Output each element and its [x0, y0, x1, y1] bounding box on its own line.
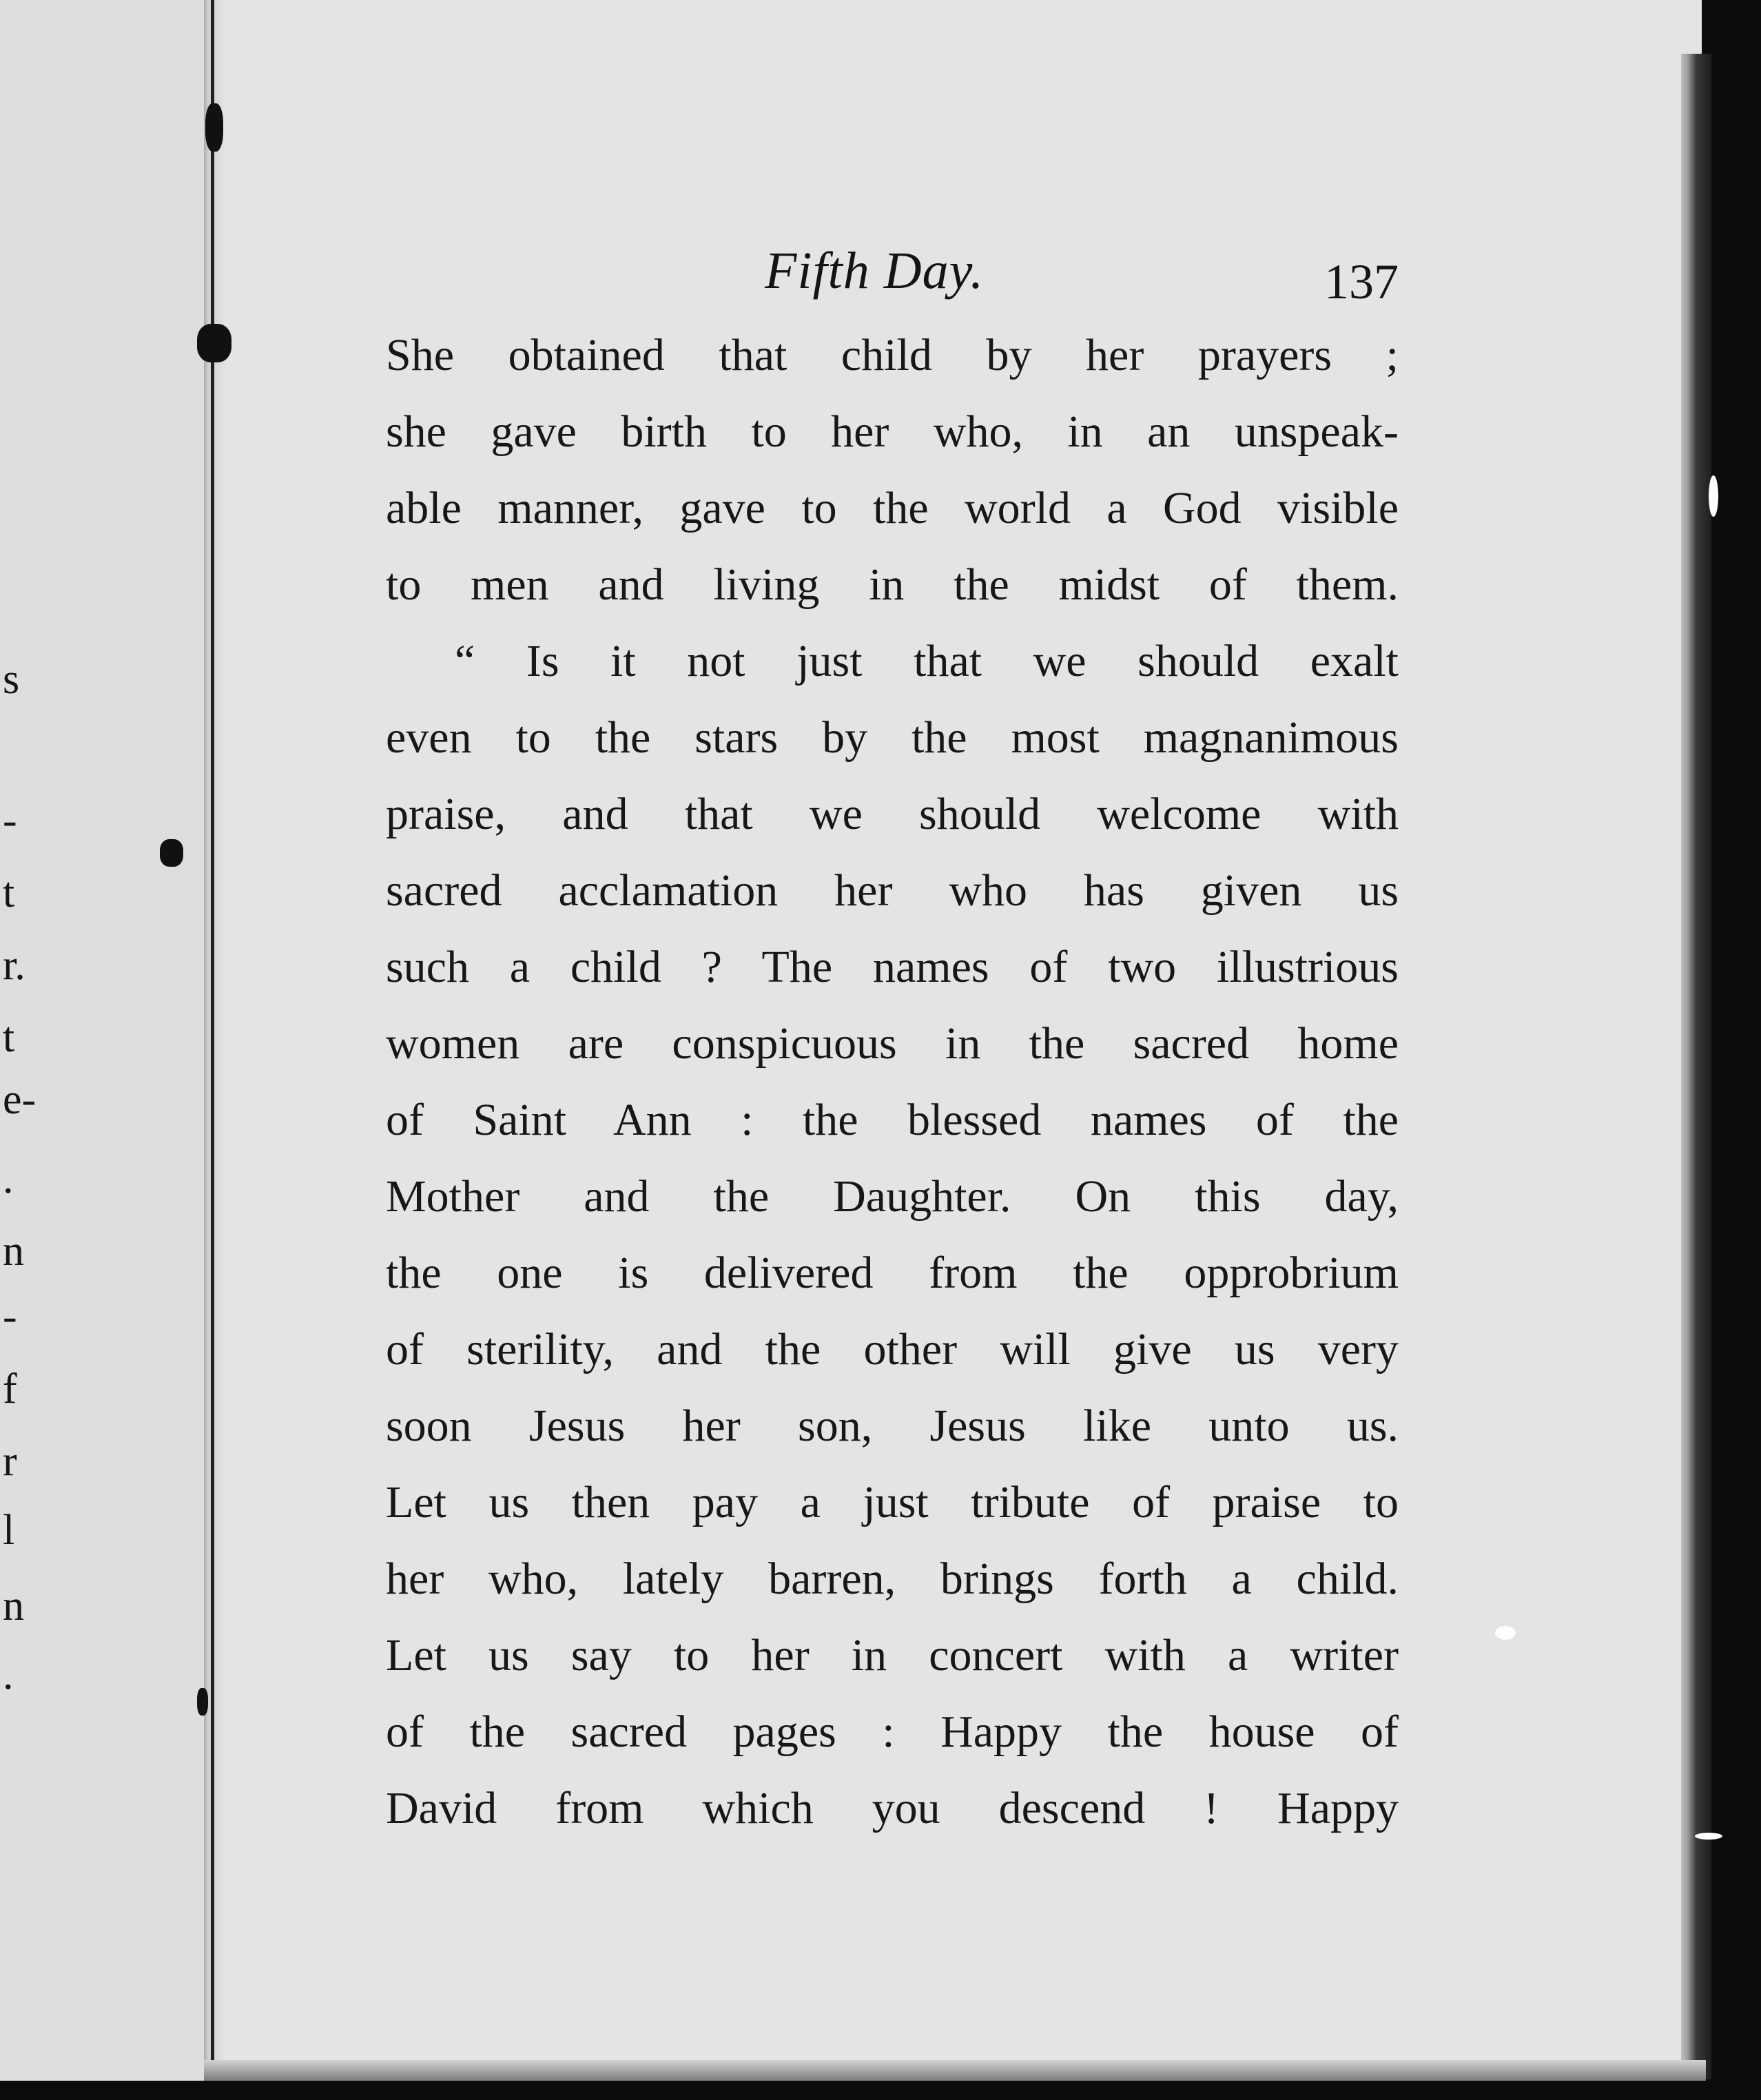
page-edge-right	[1681, 54, 1711, 2079]
facing-fragment: t	[3, 1014, 15, 1061]
text-line: sacred acclamation her who has given us	[386, 865, 1399, 916]
binding-line	[211, 0, 214, 2081]
page-edge-bottom	[204, 2060, 1706, 2081]
text-line: Let us then pay a just tribute of praise to	[386, 1477, 1399, 1527]
facing-fragment: s	[3, 656, 20, 703]
facing-page-text-fragments	[0, 0, 37, 2081]
text-line: “ Is it not just that we should exalt	[455, 636, 1399, 686]
facing-fragment: .	[3, 1155, 14, 1202]
facing-fragment: r.	[3, 942, 25, 989]
text-line: of the sacred pages : Happy the house of	[386, 1707, 1399, 1757]
text-line: soon Jesus her son, Jesus like unto us.	[386, 1401, 1399, 1451]
text-line: she gave birth to her who, in an unspeak-	[386, 406, 1399, 457]
text-line: of Saint Ann : the blessed names of the	[386, 1095, 1399, 1145]
chapter-heading: Fifth Day.	[765, 242, 985, 300]
text-line: even to the stars by the most magnanimous	[386, 712, 1399, 763]
facing-fragment: l	[3, 1507, 15, 1554]
text-line: her who, lately barren, brings forth a child.	[386, 1554, 1399, 1604]
facing-fragment: e-	[3, 1076, 37, 1123]
page-content	[386, 241, 1399, 1846]
facing-fragment: t	[3, 869, 15, 916]
facing-fragment: n	[3, 1228, 24, 1275]
facing-page	[0, 0, 204, 2081]
text-line: able manner, gave to the world a God visible	[386, 483, 1399, 533]
scan-speck	[1495, 1626, 1516, 1640]
text-line: women are conspicuous in the sacred home	[386, 1018, 1399, 1069]
binding-stitch-mark	[197, 324, 231, 362]
text-line: She obtained that child by her prayers ;	[386, 330, 1399, 380]
facing-fragment: -	[3, 1293, 17, 1340]
text-line: Let us say to her in concert with a writer	[386, 1630, 1399, 1680]
facing-fragment: .	[3, 1651, 14, 1698]
facing-fragment: n	[3, 1583, 24, 1629]
body-text	[386, 317, 1399, 1846]
binding-stitch-mark	[205, 103, 223, 152]
facing-fragment: f	[3, 1366, 17, 1412]
text-line: Mother and the Daughter. On this day,	[386, 1171, 1399, 1222]
text-line: praise, and that we should welcome with	[386, 789, 1399, 839]
text-line: to men and living in the midst of them.	[386, 559, 1399, 610]
text-line: David from which you descend ! Happy	[386, 1783, 1399, 1833]
text-line: such a child ? The names of two illustrious	[386, 942, 1399, 992]
binding-stitch-mark	[160, 839, 183, 867]
scan-speck	[1709, 475, 1718, 517]
facing-fragment: -	[3, 797, 17, 844]
scan-speck	[1695, 1833, 1722, 1840]
page-number: 137	[1324, 254, 1399, 309]
binding-stitch-mark	[197, 1688, 208, 1716]
text-line: of sterility, and the other will give us very	[386, 1324, 1399, 1375]
text-line: the one is delivered from the opprobrium	[386, 1248, 1399, 1298]
gutter-shadow	[204, 0, 225, 2081]
running-head	[386, 241, 1399, 317]
facing-fragment: r	[3, 1438, 17, 1485]
